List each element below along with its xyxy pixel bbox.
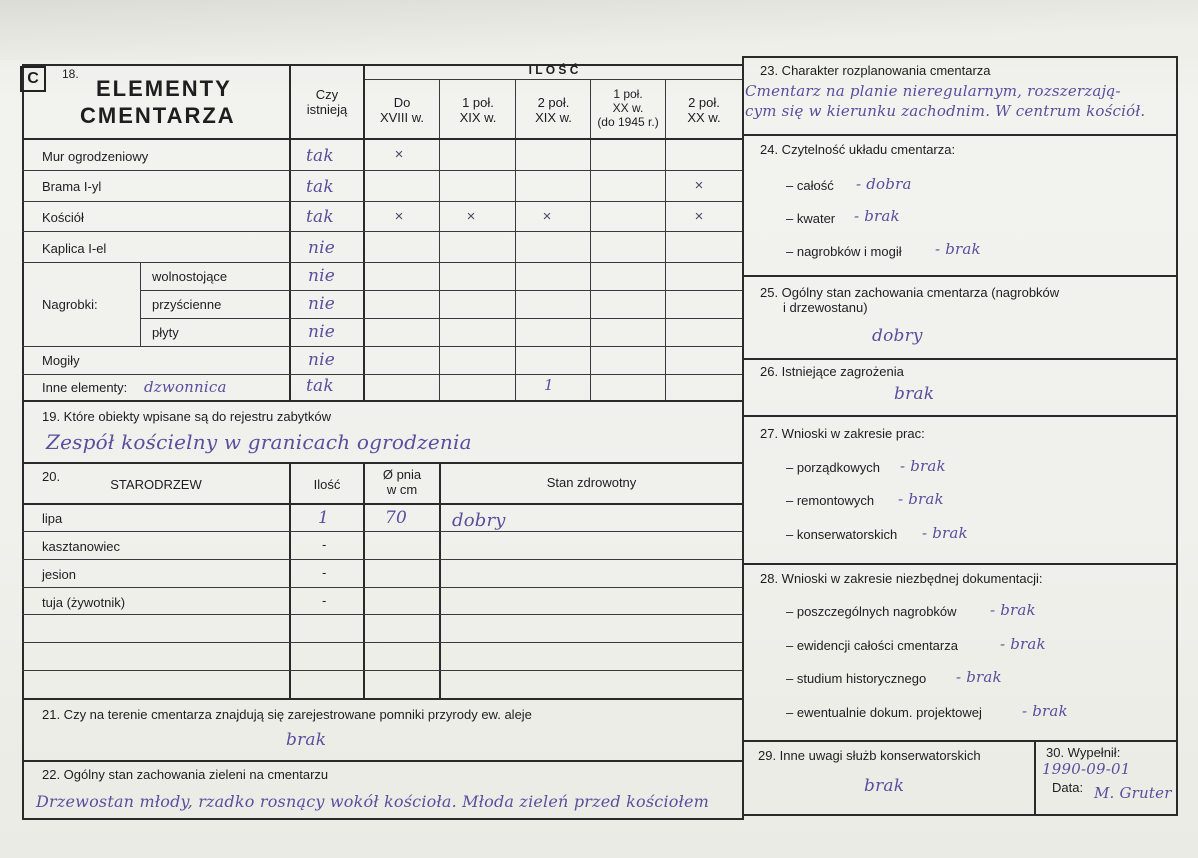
section28-item-graves: – poszczególnych nagrobków bbox=[786, 604, 957, 619]
section27-value-renovation: - brak bbox=[898, 490, 944, 508]
mark-church-2xx: × bbox=[694, 208, 704, 225]
exists-other: tak bbox=[306, 376, 334, 396]
section28-value-project: - brak bbox=[1022, 702, 1068, 720]
row-label-other: Inne elementy: bbox=[42, 380, 128, 395]
row-label-nagrobki: Nagrobki: bbox=[42, 297, 98, 312]
col-exists-header: Czy istnieją bbox=[306, 87, 348, 117]
section28-item-project: – ewentualnie dokum. projektowej bbox=[786, 705, 982, 720]
section28-value-graves: - brak bbox=[990, 601, 1036, 619]
section26-label: 26. Istniejące zagrożenia bbox=[760, 364, 904, 379]
exists-freestanding: nie bbox=[308, 266, 336, 286]
tree-qty-3: - bbox=[322, 565, 327, 580]
exists-wall-mounted: nie bbox=[308, 294, 336, 314]
row-label-chapel: Kaplica I-el bbox=[42, 241, 107, 256]
section18-number: 18. bbox=[62, 67, 79, 81]
section27-value-cleanup: - brak bbox=[900, 457, 946, 475]
tree-qty-1: 1 bbox=[318, 508, 330, 528]
section27-label: 27. Wnioski w zakresie prac: bbox=[760, 426, 925, 441]
exists-gate: tak bbox=[306, 177, 334, 197]
exists-chapel: nie bbox=[308, 238, 336, 258]
tree-name-3: jesion bbox=[42, 567, 76, 582]
section28-item-history: – studium historycznego bbox=[786, 671, 927, 686]
tree-name-4: tuja (żywotnik) bbox=[42, 595, 126, 610]
section20-number: 20. bbox=[42, 469, 61, 484]
section24-value-graves: - brak bbox=[935, 240, 981, 258]
section25-label-line2: i drzewostanu) bbox=[783, 300, 868, 315]
row-label-graves: Mogiły bbox=[42, 353, 80, 368]
section30-data-label: Data: bbox=[1052, 780, 1084, 795]
col-century-4: 1 poł. XX w. (do 1945 r.) bbox=[597, 87, 659, 129]
section25-label-line1: 25. Ogólny stan zachowania cmentarza (nagrobków bbox=[760, 285, 1060, 300]
row-label-wall-mounted: przyścienne bbox=[152, 297, 222, 312]
col-century-1: Do XVIII w. bbox=[379, 95, 425, 125]
row-label-gate: Brama I-yl bbox=[42, 179, 102, 194]
col-tree-qty: Ilość bbox=[313, 477, 341, 492]
section18-title-line1: ELEMENTY bbox=[96, 76, 232, 101]
exists-slabs: nie bbox=[308, 322, 336, 342]
section28-value-history: - brak bbox=[956, 668, 1002, 686]
section22-label: 22. Ogólny stan zachowania zieleni na cmentarzu bbox=[42, 767, 329, 782]
tree-health-1: dobry bbox=[452, 510, 506, 531]
section27-value-conservation: - brak bbox=[922, 524, 968, 542]
section24-item-whole: – całość bbox=[786, 178, 834, 193]
mark-church-xviii: × bbox=[394, 208, 404, 225]
section19-label: 19. Które obiekty wpisane są do rejestru zabytków bbox=[42, 409, 332, 424]
section27-item-renovation: – remontowych bbox=[786, 493, 875, 508]
section21-label: 21. Czy na terenie cmentarza znajdują się zarejestrowane pomniki przyrody ew. aleje bbox=[42, 707, 532, 722]
mark-church-1xix: × bbox=[466, 208, 476, 225]
section24-value-quarters: - brak bbox=[854, 207, 900, 225]
section24-label: 24. Czytelność układu cmentarza: bbox=[760, 142, 956, 157]
mark-wall-xviii: × bbox=[394, 146, 404, 163]
col-century-3: 2 poł. XIX w. bbox=[535, 95, 572, 125]
section24-value-whole: - dobra bbox=[856, 175, 912, 193]
row-label-slabs: płyty bbox=[152, 325, 179, 340]
col-tree-health: Stan zdrowotny bbox=[546, 475, 637, 490]
section27-item-cleanup: – porządkowych bbox=[786, 460, 880, 475]
section20-title: STARODRZEW bbox=[110, 477, 202, 492]
exists-graves: nie bbox=[308, 350, 336, 370]
section23-label: 23. Charakter rozplanowania cmentarza bbox=[760, 63, 991, 78]
page-edge bbox=[0, 0, 1198, 60]
section28-item-register: – ewidencji całości cmentarza bbox=[786, 638, 958, 653]
section-letter: C bbox=[20, 66, 46, 92]
mark-gate-2xx: × bbox=[694, 177, 704, 194]
section28-value-register: - brak bbox=[1000, 635, 1046, 653]
col-tree-diameter: Ø pnia w cm bbox=[382, 467, 422, 497]
mark-other-2xix: 1 bbox=[544, 376, 554, 394]
section22-value: Drzewostan młody, rzadko rosnący wokół kościoła. Młoda zieleń przed kościołem bbox=[36, 792, 710, 811]
section30-date-value: 1990-09-01 bbox=[1042, 760, 1131, 778]
exists-church: tak bbox=[306, 207, 334, 227]
tree-qty-4: - bbox=[322, 593, 327, 608]
section19-value: Zespół kościelny w granicach ogrodzenia bbox=[46, 430, 472, 454]
section21-value: brak bbox=[286, 730, 327, 750]
section24-item-graves: – nagrobków i mogił bbox=[786, 244, 902, 259]
section29-value: brak bbox=[864, 776, 905, 796]
tree-qty-2: - bbox=[322, 537, 327, 552]
row-label-wall: Mur ogrodzeniowy bbox=[42, 149, 149, 164]
other-element-value: dzwonnica bbox=[144, 378, 227, 396]
section30-name-value: M. Gruter bbox=[1094, 784, 1172, 802]
section28-label: 28. Wnioski w zakresie niezbędnej dokumentacji: bbox=[760, 571, 1043, 586]
section27-item-conservation: – konserwatorskich bbox=[786, 527, 898, 542]
section23-line1: Cmentarz na planie nieregularnym, rozszerzają- bbox=[745, 82, 1121, 100]
col-century-2: 1 poł. XIX w. bbox=[459, 95, 497, 125]
row-label-church: Kościół bbox=[42, 210, 84, 225]
section26-value: brak bbox=[894, 384, 935, 404]
section29-label: 29. Inne uwagi służb konserwatorskich bbox=[758, 748, 981, 763]
tree-diameter-1: 70 bbox=[385, 508, 408, 528]
mark-church-2xix: × bbox=[542, 208, 552, 225]
section30-label: 30. Wypełnił: bbox=[1046, 745, 1121, 760]
row-label-freestanding: wolnostojące bbox=[152, 269, 228, 284]
section18-title-line2: CMENTARZA bbox=[80, 103, 236, 128]
tree-name-2: kasztanowiec bbox=[42, 539, 121, 554]
section25-value: dobry bbox=[872, 326, 923, 346]
exists-wall: tak bbox=[306, 146, 334, 166]
tree-name-1: lipa bbox=[42, 511, 63, 526]
col-century-5: 2 poł. XX w. bbox=[687, 95, 721, 125]
col-quantity-header: I L O Ś Ć bbox=[528, 63, 579, 77]
section24-item-quarters: – kwater bbox=[786, 211, 836, 226]
section23-line2: cym się w kierunku zachodnim. W centrum kościół. bbox=[745, 102, 1146, 120]
